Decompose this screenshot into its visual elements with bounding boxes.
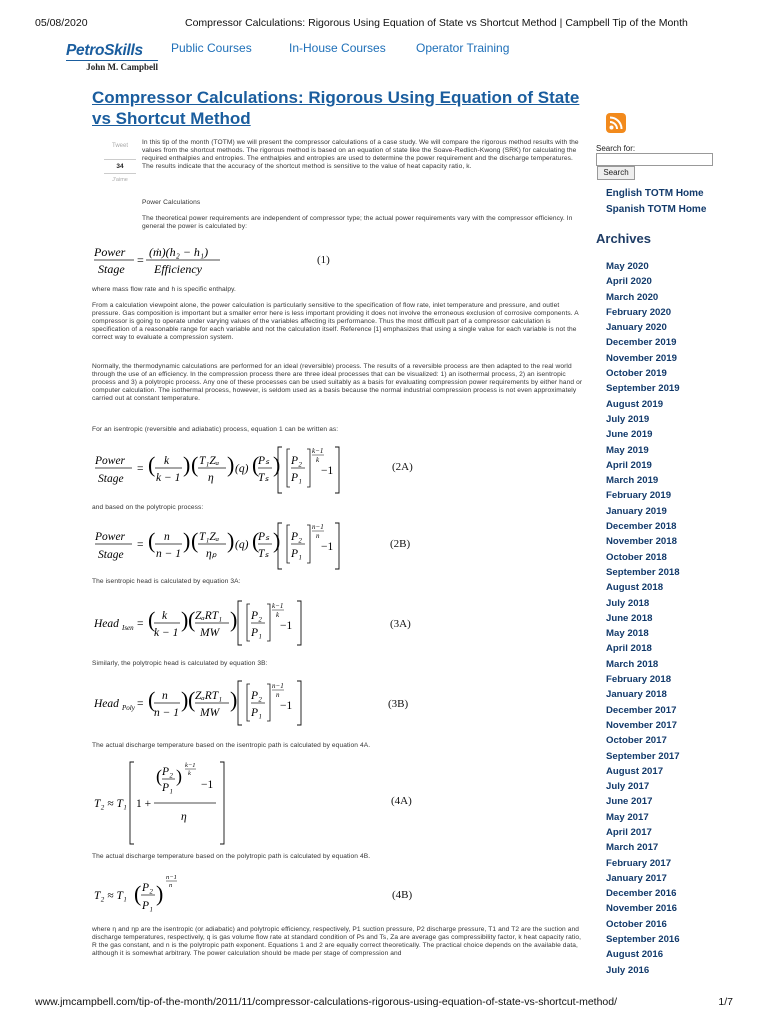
- svg-text:): ): [183, 528, 191, 553]
- svg-text:=: =: [137, 463, 144, 475]
- svg-text:P₂: P₂: [251, 610, 263, 622]
- svg-text:n−1: n−1: [166, 874, 177, 881]
- svg-text:P₁: P₁: [251, 707, 263, 719]
- rss-icon[interactable]: [606, 113, 626, 133]
- svg-text:η: η: [181, 811, 187, 823]
- archive-link[interactable]: February 2019: [606, 490, 672, 502]
- archive-link[interactable]: May 2018: [606, 628, 649, 640]
- archive-link[interactable]: February 2018: [606, 674, 672, 686]
- svg-text:k: k: [188, 770, 191, 777]
- svg-text:k − 1: k − 1: [154, 627, 179, 639]
- svg-text:): ): [230, 607, 238, 632]
- svg-text:(q): (q): [235, 463, 249, 475]
- archive-link[interactable]: December 2017: [606, 704, 677, 716]
- svg-text:n − 1: n − 1: [156, 548, 182, 560]
- svg-text:−1: −1: [321, 541, 334, 553]
- equation-label-4b: (4B): [392, 889, 413, 901]
- archive-link[interactable]: May 2020: [606, 261, 649, 272]
- logo-brand: PetroSkills: [66, 42, 143, 59]
- svg-text:k: k: [162, 610, 168, 622]
- svg-text:n: n: [169, 882, 173, 889]
- svg-text:(: (: [148, 687, 156, 712]
- svg-text:Stage: Stage: [98, 473, 124, 485]
- print-url: www.jmcampbell.com/tip-of-the-month/2011/11/compressor-calculations-rigorous-using-equation-of-state-vs-shortcut-method/: [35, 996, 618, 1008]
- svg-text:T₂ ≈ T₁: T₂ ≈ T₁: [94, 798, 127, 810]
- archive-link[interactable]: February 2017: [606, 857, 672, 869]
- equation-label-3a: (3A): [390, 618, 411, 630]
- search-button[interactable]: Search: [597, 166, 635, 180]
- archive-link[interactable]: September 2016: [606, 934, 680, 946]
- equation-label-2a: (2A): [392, 461, 413, 473]
- tweet-button[interactable]: Tweet: [111, 143, 128, 149]
- svg-text:Tₛ: Tₛ: [258, 472, 269, 484]
- svg-text:k − 1: k − 1: [156, 472, 181, 484]
- paragraph-calculation: From a calculation viewpoint alone, the power calculation is particularly sensitive to the specification of flow rate, inlet temperature and pressure, and outlet pressure. Gas composition is important but a smaller error here is less important providing it does not involve the erroneous exclusion of corrosive components. A compressor is going to operate under varying values of the variables affecting its performance. Thus the most difficult part of a compressor calculation is specification of a reasonable range for each variable and not the calculation itself. Reference [1] emphasizes that using a single value for each variable is not the correct way to evaluate a compression system.: [92, 302, 579, 342]
- archive-link[interactable]: June 2018: [606, 612, 653, 624]
- archive-link[interactable]: March 2017: [606, 842, 659, 854]
- svg-text:P₂: P₂: [162, 766, 174, 778]
- archive-link[interactable]: October 2018: [606, 551, 667, 563]
- svg-text:T₂ ≈ T₁: T₂ ≈ T₁: [94, 890, 127, 902]
- archive-link[interactable]: February 2020: [606, 306, 672, 318]
- archive-link[interactable]: September 2019: [606, 383, 680, 395]
- svg-text:P₁: P₁: [291, 472, 303, 484]
- svg-text:P₁: P₁: [162, 782, 174, 794]
- paragraph-thermo: Normally, the thermodynamic calculations are performed for an ideal (reversible) process. The results of a reversible process are then adapted to the real world through the use of an efficiency. In the compression process there are three ideal processes that can be visualized: 1) an isothermal process, 2) an isentropic process and 3) a polytropic process. Any one of these processes can be used suitably as a basis for evaluating compression power requirements by either hand or computer calculation. The isothermal process, however, is seldom used as a basis because the normal industrial compression process is not even approximately carried out at constant temperature.: [92, 363, 583, 403]
- svg-text:Pₛ: Pₛ: [258, 455, 270, 467]
- archive-link[interactable]: April 2018: [606, 643, 652, 655]
- svg-text:(: (: [188, 687, 196, 712]
- svg-text:): ): [230, 687, 238, 712]
- svg-text:MW: MW: [200, 707, 220, 719]
- print-date: 05/08/2020: [35, 17, 88, 29]
- svg-text:P₂: P₂: [291, 455, 303, 467]
- svg-text:k−1: k−1: [312, 447, 324, 455]
- archive-link[interactable]: August 2017: [606, 765, 664, 777]
- svg-text:MW: MW: [200, 627, 220, 639]
- archive-link[interactable]: June 2017: [606, 796, 653, 808]
- archive-link[interactable]: July 2018: [606, 597, 650, 609]
- svg-text:P₂: P₂: [291, 531, 303, 543]
- petroskills-logo[interactable]: [66, 43, 158, 72]
- share-count: 34: [104, 159, 136, 174]
- nav-in-house-courses[interactable]: In-House Courses: [289, 41, 386, 55]
- nav-public-courses[interactable]: Public Courses: [171, 41, 252, 55]
- svg-text:(ṁ)(h₂ − h₁): (ṁ)(h₂ − h₁): [149, 245, 209, 259]
- archive-link[interactable]: March 2020: [606, 291, 659, 303]
- equation-label-1: (1): [317, 254, 330, 266]
- svg-text:−1: −1: [280, 620, 293, 632]
- svg-text:P₂: P₂: [251, 690, 263, 702]
- paragraph-where: where mass flow rate and h is specific enthalpy.: [92, 286, 236, 293]
- print-doc-title: Compressor Calculations: Rigorous Using Equation of State vs Shortcut Method | Campbell Tip of the Month: [185, 17, 688, 29]
- paragraph-isentropic: For an isentropic (reversible and adiabatic) process, equation 1 can be written as:: [92, 426, 339, 433]
- svg-text:k−1: k−1: [185, 762, 196, 769]
- paragraph-polytropic: and based on the polytropic process:: [92, 504, 204, 511]
- svg-text:P₁: P₁: [142, 900, 154, 912]
- svg-text:n: n: [162, 690, 168, 702]
- svg-text:n: n: [316, 532, 320, 540]
- equation-2a: [92, 441, 342, 497]
- archive-link[interactable]: May 2017: [606, 811, 649, 823]
- svg-text:): ): [273, 528, 281, 553]
- svg-text:): ): [227, 528, 235, 553]
- section-heading: Power Calculations: [142, 199, 201, 206]
- svg-text:(: (: [188, 607, 196, 632]
- logo-subtitle: John M. Campbell: [66, 60, 158, 72]
- paragraph-polytropic-head: Similarly, the polytropic head is calculated by equation 3B:: [92, 660, 268, 667]
- svg-text:−1: −1: [321, 465, 334, 477]
- like-button[interactable]: J'aime: [112, 177, 128, 183]
- archive-link[interactable]: November 2016: [606, 903, 677, 915]
- svg-text:=: =: [137, 253, 144, 267]
- svg-text:(: (: [148, 452, 156, 477]
- share-widget: [104, 143, 136, 183]
- archive-link[interactable]: November 2017: [606, 719, 677, 731]
- equation-1: [92, 243, 252, 277]
- svg-text:ZₐRT₁: ZₐRT₁: [195, 690, 223, 702]
- archive-link[interactable]: March 2018: [606, 658, 659, 670]
- svg-text:): ): [273, 452, 281, 477]
- svg-text:Power: Power: [94, 245, 126, 259]
- equation-label-2b: (2B): [390, 538, 411, 550]
- svg-text:(q): (q): [235, 539, 249, 551]
- intro-paragraph: In this tip of the month (TOTM) we will present the compressor calculations of a case study. We will compare the rigorous method results with the values from the shortcut methods. The rigorous method is based on an equation of state like the Soave-Redlich-Kwong (SRK) for calculating the required enthalpies and entropies. The enthalpies and entropies are used to determine the power requirement and the discharge temperatures. The results indicate that the accuracy of the shortcut method is sensitive to the value of heat capacity ratio, k.: [142, 139, 579, 171]
- equation-3a: [92, 597, 307, 649]
- svg-text:Isen: Isen: [122, 624, 134, 632]
- archive-link[interactable]: July 2017: [606, 781, 650, 793]
- svg-text:k−1: k−1: [272, 602, 284, 610]
- svg-text:P₁: P₁: [251, 627, 263, 639]
- spanish-totm-home-link[interactable]: Spanish TOTM Home: [606, 204, 707, 215]
- svg-text:Stage: Stage: [98, 262, 125, 276]
- svg-text:): ): [181, 607, 189, 632]
- equation-2b: [92, 517, 342, 573]
- equation-label-4a: (4A): [391, 795, 412, 807]
- svg-text:): ): [227, 452, 235, 477]
- archive-link[interactable]: July 2016: [606, 964, 650, 976]
- print-page-number: 1/7: [718, 996, 733, 1008]
- archive-link[interactable]: June 2019: [606, 429, 653, 441]
- archive-link[interactable]: October 2016: [606, 918, 667, 930]
- archive-link[interactable]: August 2016: [606, 949, 664, 961]
- svg-text:P₂: P₂: [142, 882, 154, 894]
- svg-text:): ): [156, 881, 164, 906]
- archive-link[interactable]: September 2018: [606, 566, 680, 578]
- svg-text:(: (: [148, 528, 156, 553]
- archive-link[interactable]: January 2018: [606, 689, 667, 701]
- equation-label-3b: (3B): [388, 698, 409, 710]
- svg-text:(: (: [134, 881, 142, 906]
- svg-text:Power: Power: [95, 531, 126, 543]
- svg-text:Tₛ: Tₛ: [258, 548, 269, 560]
- svg-text:η: η: [208, 472, 214, 484]
- archive-link[interactable]: November 2018: [606, 536, 677, 548]
- archive-link[interactable]: July 2019: [606, 413, 650, 425]
- equation-4b: [92, 869, 202, 917]
- paragraph-discharge-isentropic: The actual discharge temperature based on the isentropic path is calculated by equation 4A.: [92, 742, 371, 749]
- search-input[interactable]: [596, 153, 713, 166]
- archive-link[interactable]: April 2019: [606, 459, 652, 471]
- svg-text:(: (: [148, 607, 156, 632]
- archive-link[interactable]: October 2019: [606, 368, 667, 380]
- svg-text:=: =: [137, 618, 144, 630]
- svg-text:(: (: [191, 452, 199, 477]
- equation-4a: [92, 758, 232, 848]
- search-label: Search for:: [596, 144, 636, 153]
- svg-text:ZₐRT₁: ZₐRT₁: [195, 610, 223, 622]
- print-header: [35, 17, 733, 31]
- archive-link[interactable]: April 2017: [606, 826, 652, 838]
- svg-text:(: (: [252, 452, 260, 477]
- svg-text:−1: −1: [280, 700, 293, 712]
- svg-text:ηₚ: ηₚ: [206, 548, 217, 560]
- archive-link[interactable]: December 2016: [606, 888, 677, 900]
- svg-text:n−1: n−1: [272, 682, 284, 690]
- archive-link[interactable]: August 2019: [606, 398, 664, 410]
- archive-link[interactable]: December 2019: [606, 337, 677, 349]
- svg-text:P₁: P₁: [291, 548, 303, 560]
- svg-text:k: k: [276, 611, 280, 619]
- english-totm-home-link[interactable]: English TOTM Home: [606, 188, 704, 199]
- svg-text:Poly: Poly: [122, 704, 135, 712]
- svg-text:=: =: [137, 698, 144, 710]
- svg-text:Pₛ: Pₛ: [258, 531, 270, 543]
- archive-link[interactable]: October 2017: [606, 735, 667, 747]
- archives-list: [606, 259, 680, 978]
- archive-link[interactable]: January 2019: [606, 505, 667, 517]
- article: [92, 87, 582, 138]
- svg-text:Stage: Stage: [98, 549, 124, 561]
- equation-3b: [92, 677, 307, 729]
- svg-text:1 +: 1 +: [136, 798, 152, 810]
- svg-text:n: n: [276, 691, 280, 699]
- archive-link[interactable]: September 2017: [606, 750, 680, 762]
- archive-link[interactable]: November 2019: [606, 352, 677, 364]
- svg-text:T₁Zₐ: T₁Zₐ: [199, 531, 220, 543]
- nav-operator-training[interactable]: Operator Training: [416, 41, 510, 55]
- svg-text:k: k: [164, 455, 170, 467]
- archive-link[interactable]: January 2020: [606, 322, 667, 334]
- archive-link[interactable]: March 2019: [606, 475, 659, 487]
- article-title[interactable]: Compressor Calculations: Rigorous Using Equation of State vs Shortcut Method: [92, 88, 580, 128]
- archive-link[interactable]: August 2018: [606, 582, 664, 594]
- svg-text:−1: −1: [201, 779, 214, 791]
- archive-link[interactable]: May 2019: [606, 444, 649, 456]
- svg-text:): ): [181, 687, 189, 712]
- svg-text:k: k: [316, 456, 320, 464]
- print-footer: [35, 996, 733, 1008]
- svg-text:Head: Head: [94, 698, 119, 710]
- archive-link[interactable]: April 2020: [606, 276, 652, 288]
- svg-text:Efficiency: Efficiency: [154, 262, 202, 276]
- svg-text:(: (: [252, 528, 260, 553]
- paragraph-discharge-polytropic: The actual discharge temperature based on the polytropic path is calculated by equation 4B.: [92, 853, 371, 860]
- svg-text:n: n: [164, 531, 170, 543]
- svg-text:(: (: [191, 528, 199, 553]
- archive-link[interactable]: December 2018: [606, 521, 677, 533]
- svg-text:(: (: [156, 766, 162, 786]
- svg-text:n − 1: n − 1: [154, 707, 180, 719]
- archive-link[interactable]: January 2017: [606, 872, 667, 884]
- paragraph-isentropic-head: The isentropic head is calculated by equation 3A:: [92, 578, 241, 585]
- svg-text:): ): [183, 452, 191, 477]
- svg-text:T₁Zₐ: T₁Zₐ: [199, 455, 220, 467]
- paragraph-power: The theoretical power requirements are independent of compressor type; the actual power requirements vary with the compressor efficiency. In general the power is calculated by:: [142, 215, 573, 231]
- svg-text:=: =: [137, 539, 144, 551]
- svg-text:): ): [176, 766, 182, 786]
- paragraph-variables: where η and ηp are the isentropic (or adiabatic) and polytropic efficiency, respectively, P1 suction pressure, P2 discharge pressure, T1 and T2 are the suction and discharge temperatures, respectively, q is gas volume flow rate at standard condition of Ps and Ts, Za are average gas compressibility factor, k heat capacity ratio, R the gas constant, and n is the polytropic path exponent. Equations 1 and 2 are equally correct theoretically. The practical choice depends on the available data, although it is somewhat arbitrary. The power calculation should be made per stage of compression and: [92, 926, 582, 958]
- archives-title: Archives: [596, 231, 651, 246]
- svg-text:n−1: n−1: [312, 523, 324, 531]
- svg-text:Power: Power: [95, 455, 126, 467]
- svg-text:Head: Head: [94, 618, 119, 630]
